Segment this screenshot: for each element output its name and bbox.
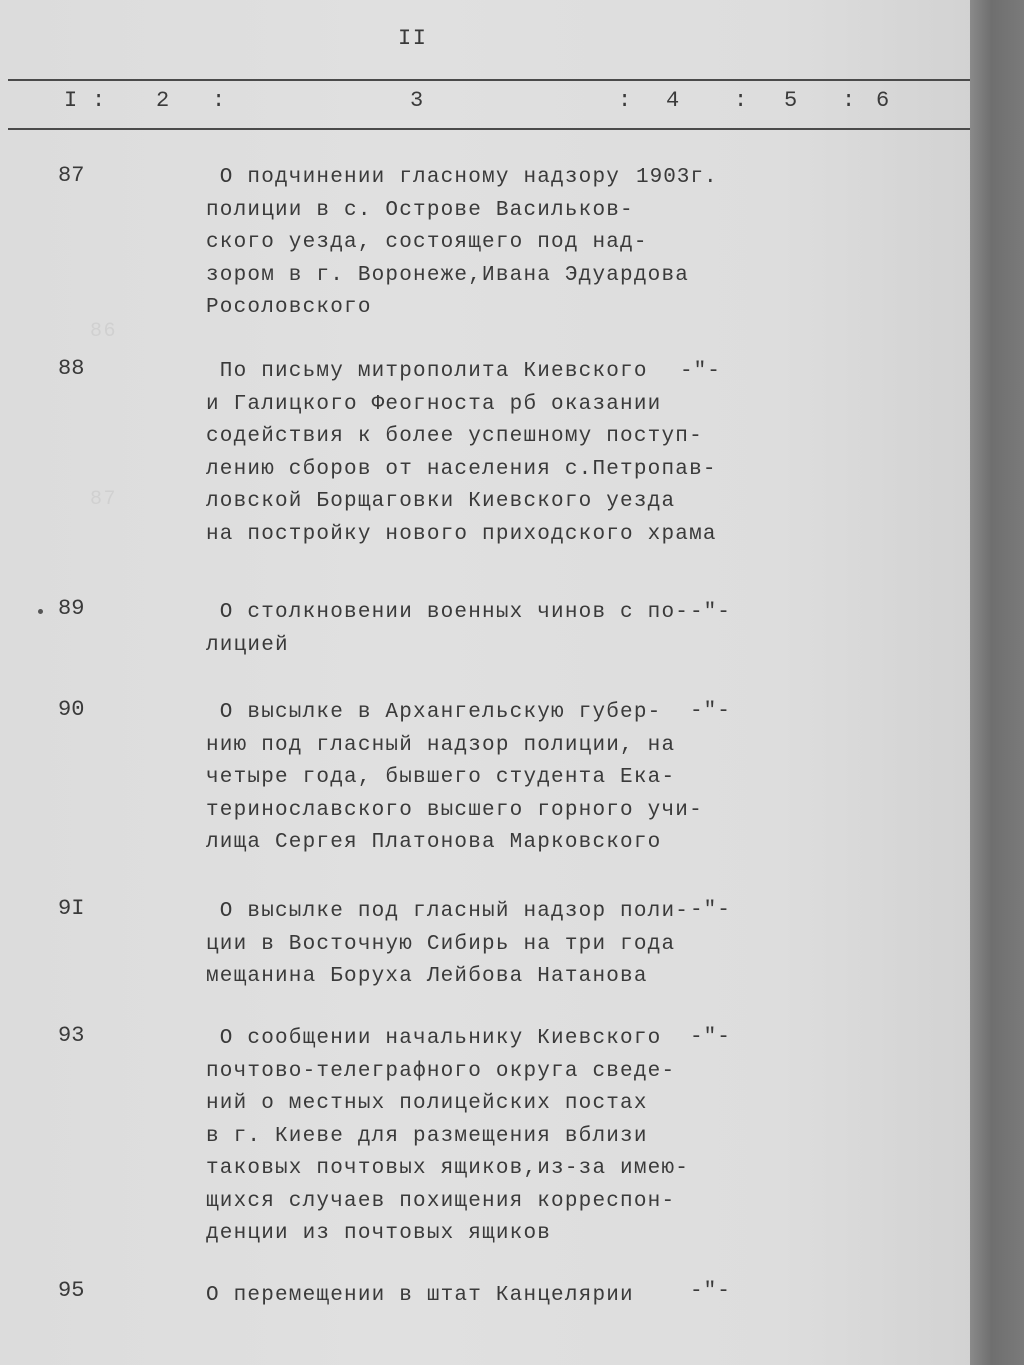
entry-line: таковых почтовых ящиков,из-за имею- [206,1157,690,1180]
column-header-3: 3 [410,88,424,113]
entry-line: и Галицкого Феогноста рб оказании [206,392,662,416]
table-header-bottom-rule [8,128,972,130]
entry-line: полиции в с. Острове Васильков- [206,198,634,222]
entry-line: почтово-телеграфного округа сведе- [206,1059,676,1083]
entry-line: О высылке под гласный надзор поли- [206,900,690,923]
entry-line: содействия к более успешному поступ- [206,425,703,448]
entry-line: в г. Киеве для размещения вблизи [206,1124,648,1148]
entry-number: 90 [58,697,85,722]
entry-date-ditto: -"- [690,1026,731,1049]
entry-line: О высылке в Архангельскую губер- [206,701,662,724]
entry-date-ditto: -"- [690,601,731,624]
entry-line: О подчинении гласному надзору [206,166,621,189]
entry-line: четыре года, бывшего студента Ека- [206,766,676,789]
entry-line: Росоловского [206,296,372,319]
entry-line: ний о местных полицейских постах [206,1092,648,1115]
entry-line: О сообщении начальнику Киевского [206,1027,662,1050]
entry-line: ции в Восточную Сибирь на три года [206,932,676,956]
entry-line: нию под гласный надзор полиции, на [206,733,676,757]
entry-line: О столкновении военных чинов с по- [206,601,690,624]
entry-description [206,356,726,551]
entry-date: 1903г. [636,166,718,189]
column-header-6: 6 [876,88,890,113]
entry-description [206,1023,726,1251]
entry-description [206,896,726,994]
entry-line: лению сборов от населения с.Петропав- [206,457,717,481]
column-header-1: I [64,88,78,113]
bleed-through-text: 86 [90,320,118,343]
entry-number: 95 [58,1278,85,1303]
entry-date-ditto: -"- [690,700,731,723]
bleed-through-text: 87 [90,488,118,511]
page-number: II [398,26,428,51]
column-separator: : [92,88,106,113]
column-separator: : [618,88,632,113]
entry-number: 9I [58,896,85,921]
entry-line: зором в г. Воронеже,Ивана Эдуардова [206,263,690,287]
entry-line: ского уезда, состоящего под над- [206,231,648,254]
entry-number: 89 [58,596,85,621]
entry-description [206,597,726,662]
column-separator: : [842,88,856,113]
entry-date-ditto: -"- [690,1280,731,1303]
entry-description [206,1280,726,1313]
page-edge-background [970,0,1024,1365]
entry-line: лицией [206,633,289,657]
table-top-rule [8,79,972,81]
entry-line: теринославского высшего горного учи- [206,798,703,822]
entry-description [206,697,726,860]
entry-line: По письму митрополита Киевского [206,360,648,383]
entry-number: 93 [58,1023,85,1048]
entry-line: лища Сергея Платонова Марковского [206,831,662,854]
bleed-through-text [838,490,919,513]
entry-date-ditto: -"- [680,360,721,383]
entry-line: щихся случаев похищения корреспон- [206,1189,676,1213]
margin-dot [38,609,43,614]
entry-line: денции из почтовых ящиков [206,1222,552,1245]
entry-line: О перемещении в штат Канцелярии [206,1284,634,1307]
column-separator: : [212,88,226,113]
column-header-2: 2 [156,88,170,113]
entry-line: ловской Борщаговки Киевского уезда [206,490,676,513]
column-separator: : [734,88,748,113]
entry-line: мещанина Боруха Лейбова Натанова [206,965,648,988]
column-header-5: 5 [784,88,798,113]
entry-number: 88 [58,356,85,381]
entry-line: на постройку нового приходского храма [206,522,717,546]
column-header-4: 4 [666,88,680,113]
entry-date-ditto: -"- [690,899,731,922]
entry-number: 87 [58,163,85,188]
